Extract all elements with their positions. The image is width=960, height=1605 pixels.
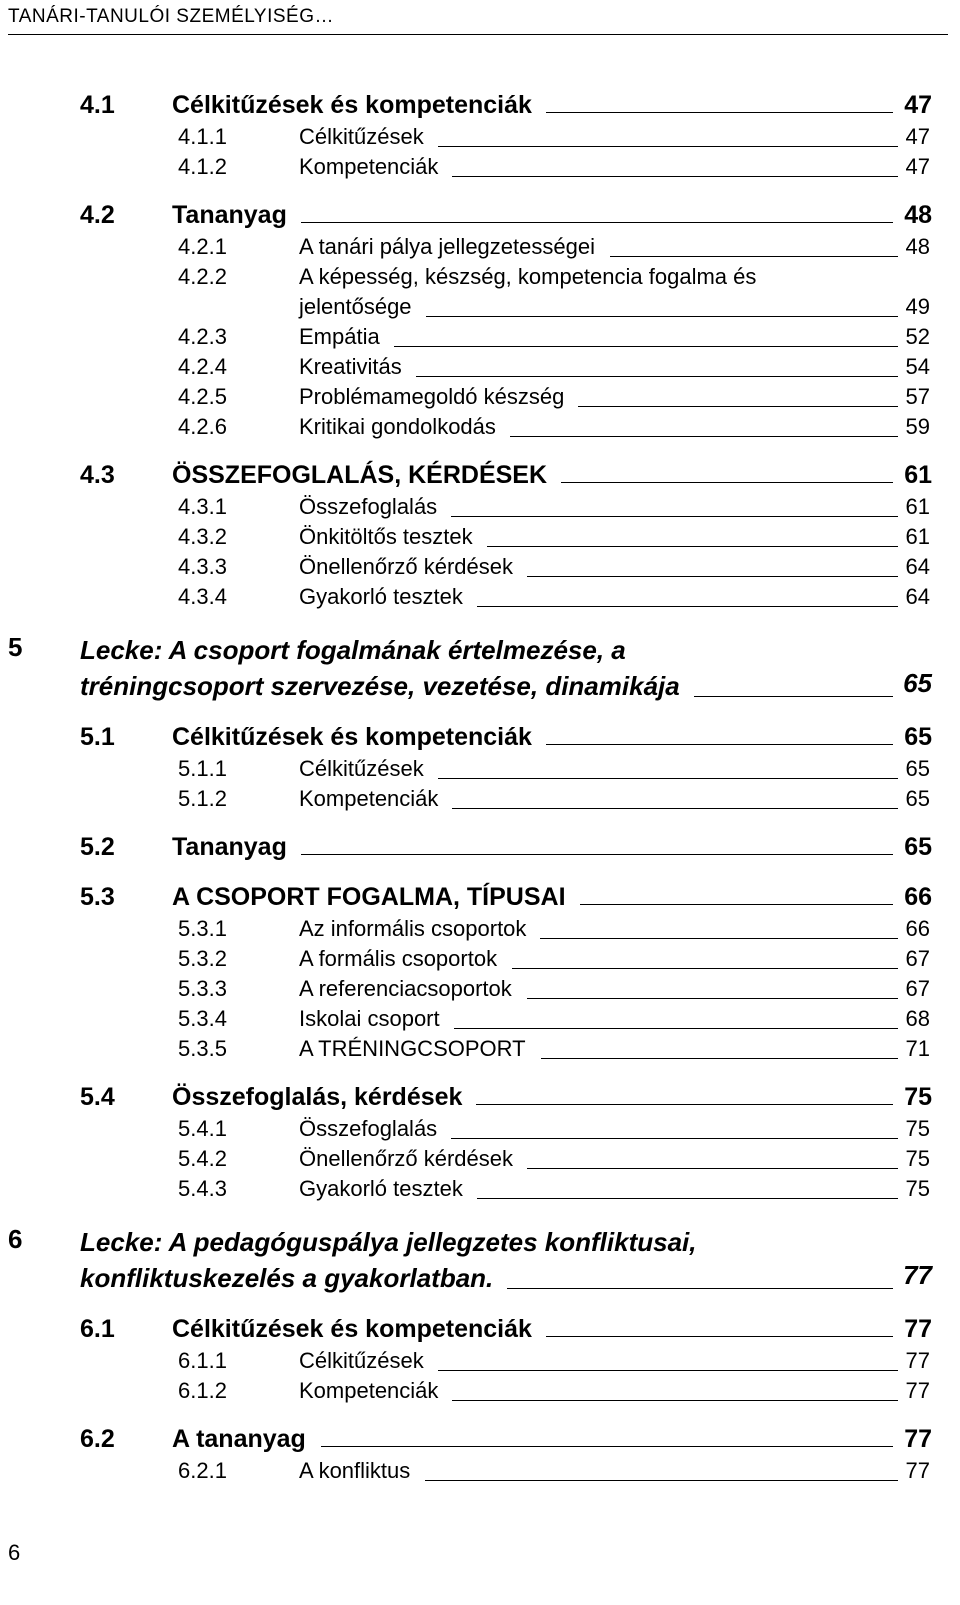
toc-page-number: 65: [905, 786, 930, 811]
toc-number: 4.3.2: [178, 524, 227, 549]
toc-subsection[interactable]: [0, 1114, 960, 1144]
toc-page-number: 77: [904, 1315, 932, 1343]
toc-number: 5.4.3: [178, 1176, 227, 1201]
toc-page-number: 77: [903, 1260, 932, 1290]
toc-title: Kompetenciák: [299, 786, 439, 811]
toc-subsection[interactable]: [0, 914, 960, 944]
toc-number: 4.1.1: [178, 124, 227, 149]
toc-title: Összefoglalás, kérdések: [172, 1083, 463, 1111]
toc-page-number: 66: [904, 883, 932, 911]
toc-title: Problémamegoldó készség: [299, 384, 565, 409]
toc-lesson[interactable]: [0, 632, 960, 704]
toc-number: 6.2.1: [178, 1458, 227, 1483]
toc-title: Önellenőrző kérdések: [299, 1146, 514, 1171]
toc-title: Célkitűzések és kompetenciák: [172, 91, 532, 119]
toc-title: Kritikai gondolkodás: [299, 414, 496, 439]
toc-title: Célkitűzések: [299, 1348, 424, 1373]
toc-title: Gyakorló tesztek: [299, 1176, 463, 1201]
toc-page-number: 47: [905, 124, 930, 149]
toc-section[interactable]: [0, 880, 960, 914]
toc-page-number: 48: [905, 234, 930, 259]
toc-number: 5.1.1: [178, 756, 227, 781]
toc-title: A TRÉNINGCSOPORT: [299, 1036, 526, 1061]
toc-title: Összefoglalás: [299, 1116, 438, 1141]
toc-title: Önkitöltős tesztek: [299, 524, 473, 549]
toc-title: Összefoglalás: [299, 494, 438, 519]
toc-page-number: 57: [905, 384, 930, 409]
toc-leader-line: [507, 1268, 893, 1289]
toc-section[interactable]: [0, 198, 960, 232]
toc-number: 4.3.1: [178, 494, 227, 519]
toc-section[interactable]: [0, 1422, 960, 1456]
toc-leader-line: [476, 1084, 893, 1105]
toc-section[interactable]: [0, 88, 960, 122]
toc-leader-line: [510, 416, 898, 437]
toc-page-number: 52: [905, 324, 930, 349]
toc-page-number: 77: [905, 1378, 930, 1403]
toc-page-number: 75: [905, 1146, 930, 1171]
toc-number: 4.1: [80, 91, 115, 119]
toc-leader-line: [477, 1178, 898, 1199]
toc-title: A referenciacsoportok: [299, 976, 512, 1001]
toc-number: 4.2.2: [178, 264, 227, 289]
toc-number: 5.3.4: [178, 1006, 227, 1031]
toc-section[interactable]: [0, 1312, 960, 1346]
toc-leader-line: [512, 948, 898, 969]
toc-leader-line: [438, 126, 898, 147]
toc-number: 5.4: [80, 1083, 115, 1111]
toc-subsection[interactable]: [0, 352, 960, 382]
toc-subsection[interactable]: [0, 1034, 960, 1064]
toc-page-number: 65: [905, 756, 930, 781]
toc-page-number: 67: [905, 946, 930, 971]
toc-subsection[interactable]: [0, 522, 960, 552]
running-header: TANÁRI-TANULÓI SZEMÉLYISÉG…: [8, 6, 948, 35]
toc-title: Célkitűzések: [299, 756, 424, 781]
toc-leader-line: [451, 1118, 898, 1139]
toc-leader-line: [426, 296, 898, 317]
toc-page-number: 64: [905, 554, 930, 579]
toc-page-number: 64: [905, 584, 930, 609]
toc-number: 5: [8, 632, 23, 662]
toc-page-number: 65: [904, 833, 932, 861]
toc-section[interactable]: [0, 830, 960, 864]
toc-subsection[interactable]: [0, 1456, 960, 1486]
toc-number: 6.1.1: [178, 1348, 227, 1373]
toc-page-number: 71: [905, 1036, 930, 1061]
toc-title: Iskolai csoport: [299, 1006, 440, 1031]
toc-subsection[interactable]: [0, 1376, 960, 1406]
toc-number: 4.2: [80, 201, 115, 229]
toc-number: 4.2.6: [178, 414, 227, 439]
toc-number: 6.2: [80, 1425, 115, 1453]
toc-number: 5.1.2: [178, 786, 227, 811]
toc-page-number: 75: [905, 1116, 930, 1141]
toc-leader-line: [477, 586, 898, 607]
toc-number: 5.3.5: [178, 1036, 227, 1061]
toc-page-number: 77: [905, 1458, 930, 1483]
toc-leader-line: [578, 386, 898, 407]
toc-section[interactable]: [0, 1080, 960, 1114]
toc-subsection[interactable]: [0, 322, 960, 352]
toc-subsection[interactable]: [0, 974, 960, 1004]
toc-leader-line: [561, 462, 893, 483]
toc-title: Kompetenciák: [299, 1378, 439, 1403]
toc-subsection[interactable]: [0, 944, 960, 974]
toc-page-number: 47: [904, 91, 932, 119]
toc-title: A formális csoportok: [299, 946, 498, 971]
toc-page-number: 48: [904, 201, 932, 229]
toc-title: ÖSSZEFOGLALÁS, KÉRDÉSEK: [172, 461, 548, 489]
toc-title: Önellenőrző kérdések: [299, 554, 514, 579]
toc-leader-line: [527, 1148, 898, 1169]
toc-subsection[interactable]: [0, 1346, 960, 1376]
toc-number: 6.1.2: [178, 1378, 227, 1403]
toc-leader-line: [438, 1350, 898, 1371]
toc-number: 5.1: [80, 723, 115, 751]
toc-number: 5.3.1: [178, 916, 227, 941]
toc-lesson[interactable]: [0, 1224, 960, 1296]
toc-page-number: 66: [905, 916, 930, 941]
toc-page-number: 61: [905, 524, 930, 549]
toc-subsection[interactable]: [0, 784, 960, 814]
toc-number: 4.2.5: [178, 384, 227, 409]
toc-leader-line: [416, 356, 898, 377]
toc-page-number: 65: [903, 668, 932, 698]
toc-subsection[interactable]: [0, 754, 960, 784]
toc-leader-line: [541, 1038, 898, 1059]
toc-page-number: 75: [905, 1176, 930, 1201]
toc-page-number: 75: [904, 1083, 932, 1111]
toc-page-number: 61: [904, 461, 932, 489]
toc-title: A CSOPORT FOGALMA, TÍPUSAI: [172, 883, 566, 911]
toc-title: A tananyag: [172, 1425, 306, 1453]
toc-title: A tanári pálya jellegzetességei: [299, 234, 595, 259]
toc-page-number: 77: [905, 1348, 930, 1373]
toc-title: Tananyag: [172, 201, 287, 229]
toc-leader-line: [452, 788, 898, 809]
toc-number: 5.4.2: [178, 1146, 227, 1171]
toc-subsection[interactable]: [0, 262, 960, 322]
toc-title-continued: jelentősége: [299, 294, 412, 319]
toc-leader-line: [425, 1460, 898, 1481]
toc-leader-line: [454, 1008, 898, 1029]
toc-number: 5.3.3: [178, 976, 227, 1001]
toc-leader-line: [301, 202, 893, 223]
toc-leader-line: [452, 1380, 898, 1401]
toc-leader-line: [438, 758, 898, 779]
toc-number: 5.3: [80, 883, 115, 911]
toc-page-number: 49: [905, 294, 930, 319]
toc-number: 4.2.3: [178, 324, 227, 349]
toc-page-number: 68: [905, 1006, 930, 1031]
toc-subsection[interactable]: [0, 232, 960, 262]
toc-page-number: 77: [904, 1425, 932, 1453]
toc-leader-line: [546, 1316, 893, 1337]
toc-title: Célkitűzések: [299, 124, 424, 149]
toc-title-continued: tréningcsoport szervezése, vezetése, dinamikája: [80, 671, 680, 701]
toc-subsection[interactable]: [0, 1004, 960, 1034]
toc-leader-line: [546, 92, 893, 113]
toc-leader-line: [452, 156, 898, 177]
toc-number: 4.2.4: [178, 354, 227, 379]
toc-leader-line: [527, 556, 898, 577]
toc-number: 6: [8, 1224, 23, 1254]
toc-section[interactable]: [0, 458, 960, 492]
toc-number: 4.1.2: [178, 154, 227, 179]
toc-subsection[interactable]: [0, 1174, 960, 1204]
toc-leader-line: [301, 834, 893, 855]
toc-title: Kreativitás: [299, 354, 402, 379]
toc-leader-line: [527, 978, 898, 999]
toc-number: 5.4.1: [178, 1116, 227, 1141]
toc-subsection[interactable]: [0, 122, 960, 152]
toc-title: Lecke: A csoport fogalmának értelmezése, a: [80, 635, 626, 665]
toc-leader-line: [610, 236, 898, 257]
toc-title: Lecke: A pedagóguspálya jellegzetes konfliktusai,: [80, 1227, 697, 1257]
toc-title: Tananyag: [172, 833, 287, 861]
toc-page-number: 54: [905, 354, 930, 379]
toc-leader-line: [394, 326, 898, 347]
toc-title: A képesség, készség, kompetencia fogalma és: [299, 264, 757, 289]
toc-number: 4.3.3: [178, 554, 227, 579]
toc-page-number: 61: [905, 494, 930, 519]
toc-leader-line: [321, 1426, 893, 1447]
toc-leader-line: [546, 724, 893, 745]
toc-title: Célkitűzések és kompetenciák: [172, 723, 532, 751]
toc-title-continued: konfliktuskezelés a gyakorlatban.: [80, 1263, 494, 1293]
toc-number: 4.3.4: [178, 584, 227, 609]
toc-leader-line: [540, 918, 898, 939]
toc-page-number: 59: [905, 414, 930, 439]
page-number: 6: [8, 1540, 21, 1565]
toc-number: 4.3: [80, 461, 115, 489]
toc-title: A konfliktus: [299, 1458, 411, 1483]
toc-title: Gyakorló tesztek: [299, 584, 463, 609]
toc-page-number: 67: [905, 976, 930, 1001]
toc-subsection[interactable]: [0, 152, 960, 182]
toc-subsection[interactable]: [0, 382, 960, 412]
toc-leader-line: [580, 884, 893, 905]
toc-number: 6.1: [80, 1315, 115, 1343]
toc-leader-line: [694, 676, 893, 697]
toc-title: Az informális csoportok: [299, 916, 527, 941]
toc-leader-line: [451, 496, 898, 517]
toc-leader-line: [487, 526, 898, 547]
toc-page-number: 65: [904, 723, 932, 751]
toc-section[interactable]: [0, 720, 960, 754]
toc-number: 5.3.2: [178, 946, 227, 971]
toc-title: Empátia: [299, 324, 380, 349]
toc-subsection[interactable]: [0, 1144, 960, 1174]
toc-page-number: 47: [905, 154, 930, 179]
toc-title: Célkitűzések és kompetenciák: [172, 1315, 532, 1343]
toc-number: 4.2.1: [178, 234, 227, 259]
toc-subsection[interactable]: [0, 552, 960, 582]
toc-subsection[interactable]: [0, 492, 960, 522]
toc-title: Kompetenciák: [299, 154, 439, 179]
toc-number: 5.2: [80, 833, 115, 861]
toc-subsection[interactable]: [0, 582, 960, 612]
toc-subsection[interactable]: [0, 412, 960, 442]
